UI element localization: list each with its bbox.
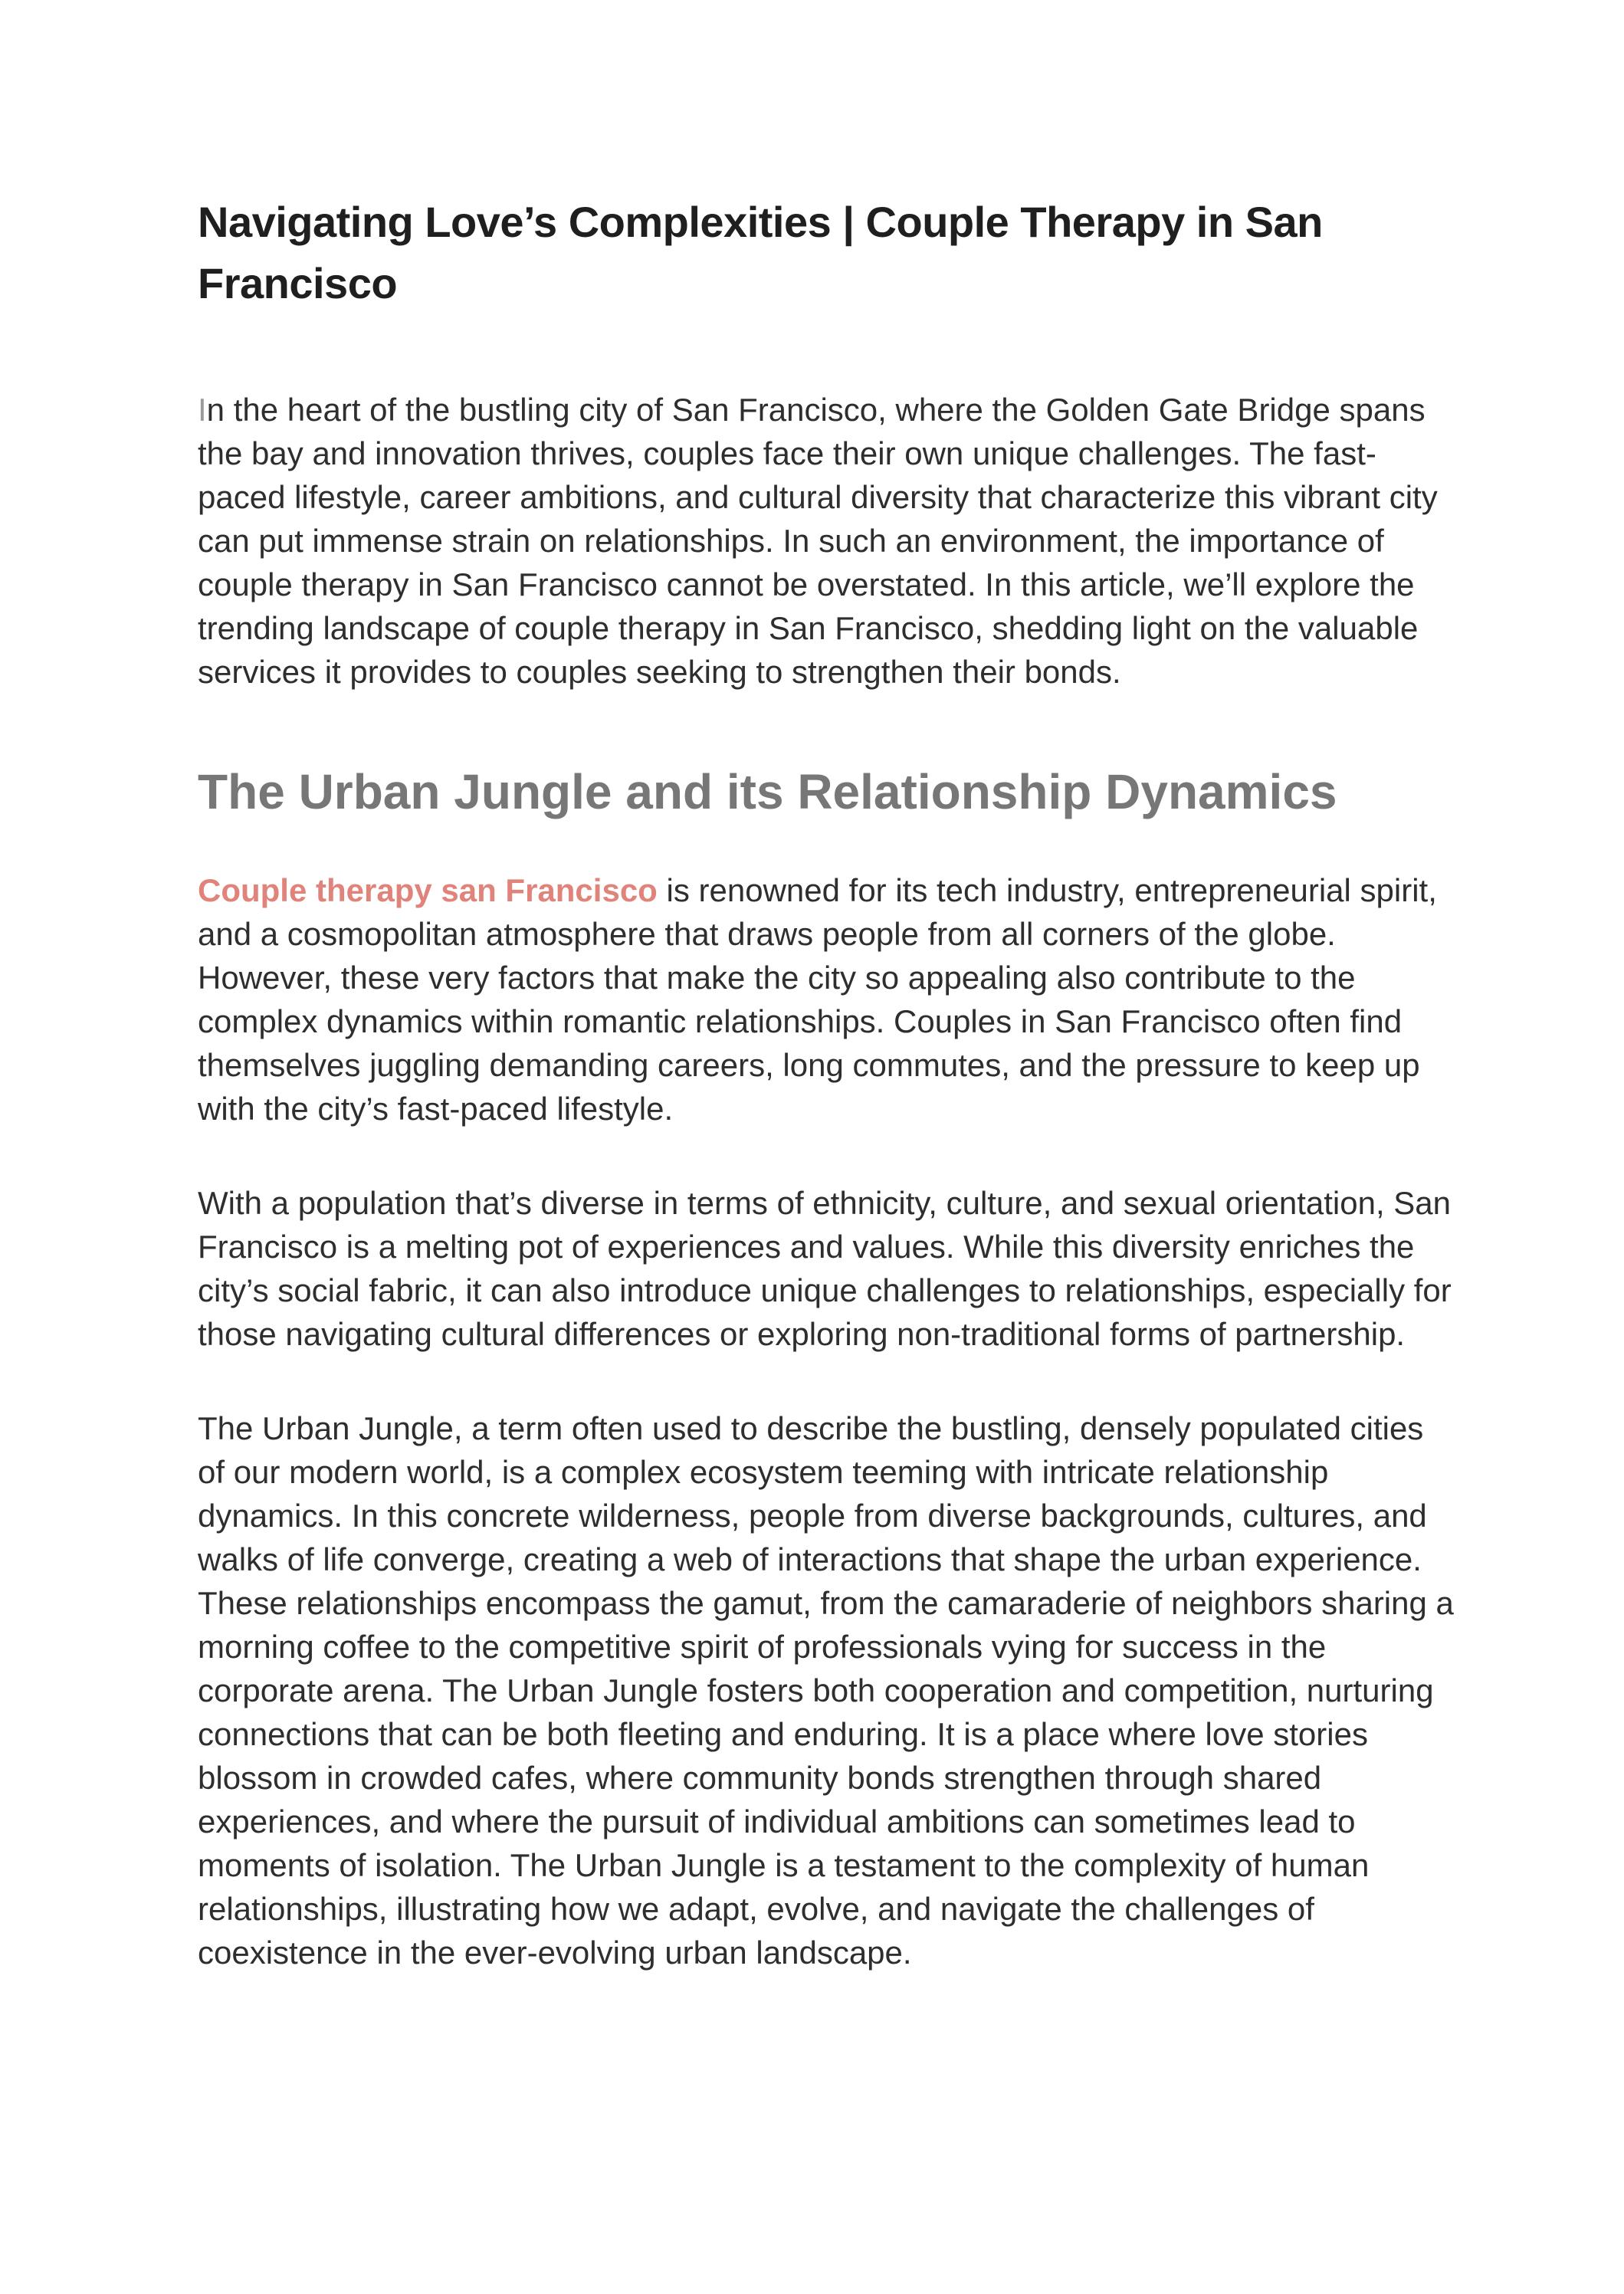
- intro-paragraph: [198, 388, 1455, 694]
- paragraph-1-text: is renowned for its tech industry, entrepreneurial spirit, and a cosmopolitan atmosphere that draws people from all corners of the globe. However, these very factors that make the city so appealing also contribute to the complex dynamics within romantic relationships. Couples in San Francisco often find themselves juggling demanding careers, long commutes, and the pressure to keep up with the city’s fast-paced lifestyle.: [198, 872, 1437, 1127]
- section-paragraph-2: With a population that’s diverse in terms of ethnicity, culture, and sexual orientation, San Francisco is a melting pot of experiences and values. While this diversity enriches the city’s social fabric, it can also introduce unique challenges to relationships, especially for those navigating cultural differences or exploring non-traditional forms of partnership.: [198, 1185, 1452, 1352]
- couple-therapy-link[interactable]: Couple therapy san Francisco: [198, 872, 658, 908]
- document-content: [198, 192, 1455, 1974]
- section-heading: The Urban Jungle and its Relationship Dynamics: [198, 764, 1337, 819]
- section-paragraph-3: The Urban Jungle, a term often used to describe the bustling, densely populated cities of our modern world, is a complex ecosystem teeming with intricate relationship dynamics. In this concrete wilderness, people from diverse backgrounds, cultures, and walks of life converge, creating a web of interactions that shape the urban experience. These relationships encompass the gamut, from the camaraderie of neighbors sharing a morning coffee to the competitive spirit of professionals vying for success in the corporate arena. The Urban Jungle fosters both cooperation and competition, nurturing connections that can be both fleeting and enduring. It is a place where love stories blossom in crowded cafes, where community bonds strengthen through shared experiences, and where the pursuit of individual ambitions can sometimes lead to moments of isolation. The Urban Jungle is a testament to the complexity of human relationships, illustrating how we adapt, evolve, and navigate the challenges of coexistence in the ever-evolving urban landscape.: [198, 1410, 1454, 1971]
- intro-first-letter: I: [198, 392, 207, 428]
- page-title: Navigating Love’s Complexities | Couple Therapy in San Francisco: [198, 198, 1323, 307]
- section-paragraph-1: [198, 868, 1455, 1131]
- intro-text: n the heart of the bustling city of San Francisco, where the Golden Gate Bridge spans the bay and innovation thrives, couples face their own unique challenges. The fast-paced lifestyle, career ambitions, and cultural diversity that characterize this vibrant city can put immense strain on relationships. In such an environment, the importance of couple therapy in San Francisco cannot be overstated. In this article, we’ll explore the trending landscape of couple therapy in San Francisco, shedding light on the valuable services it provides to couples seeking to strengthen their bonds.: [198, 392, 1438, 690]
